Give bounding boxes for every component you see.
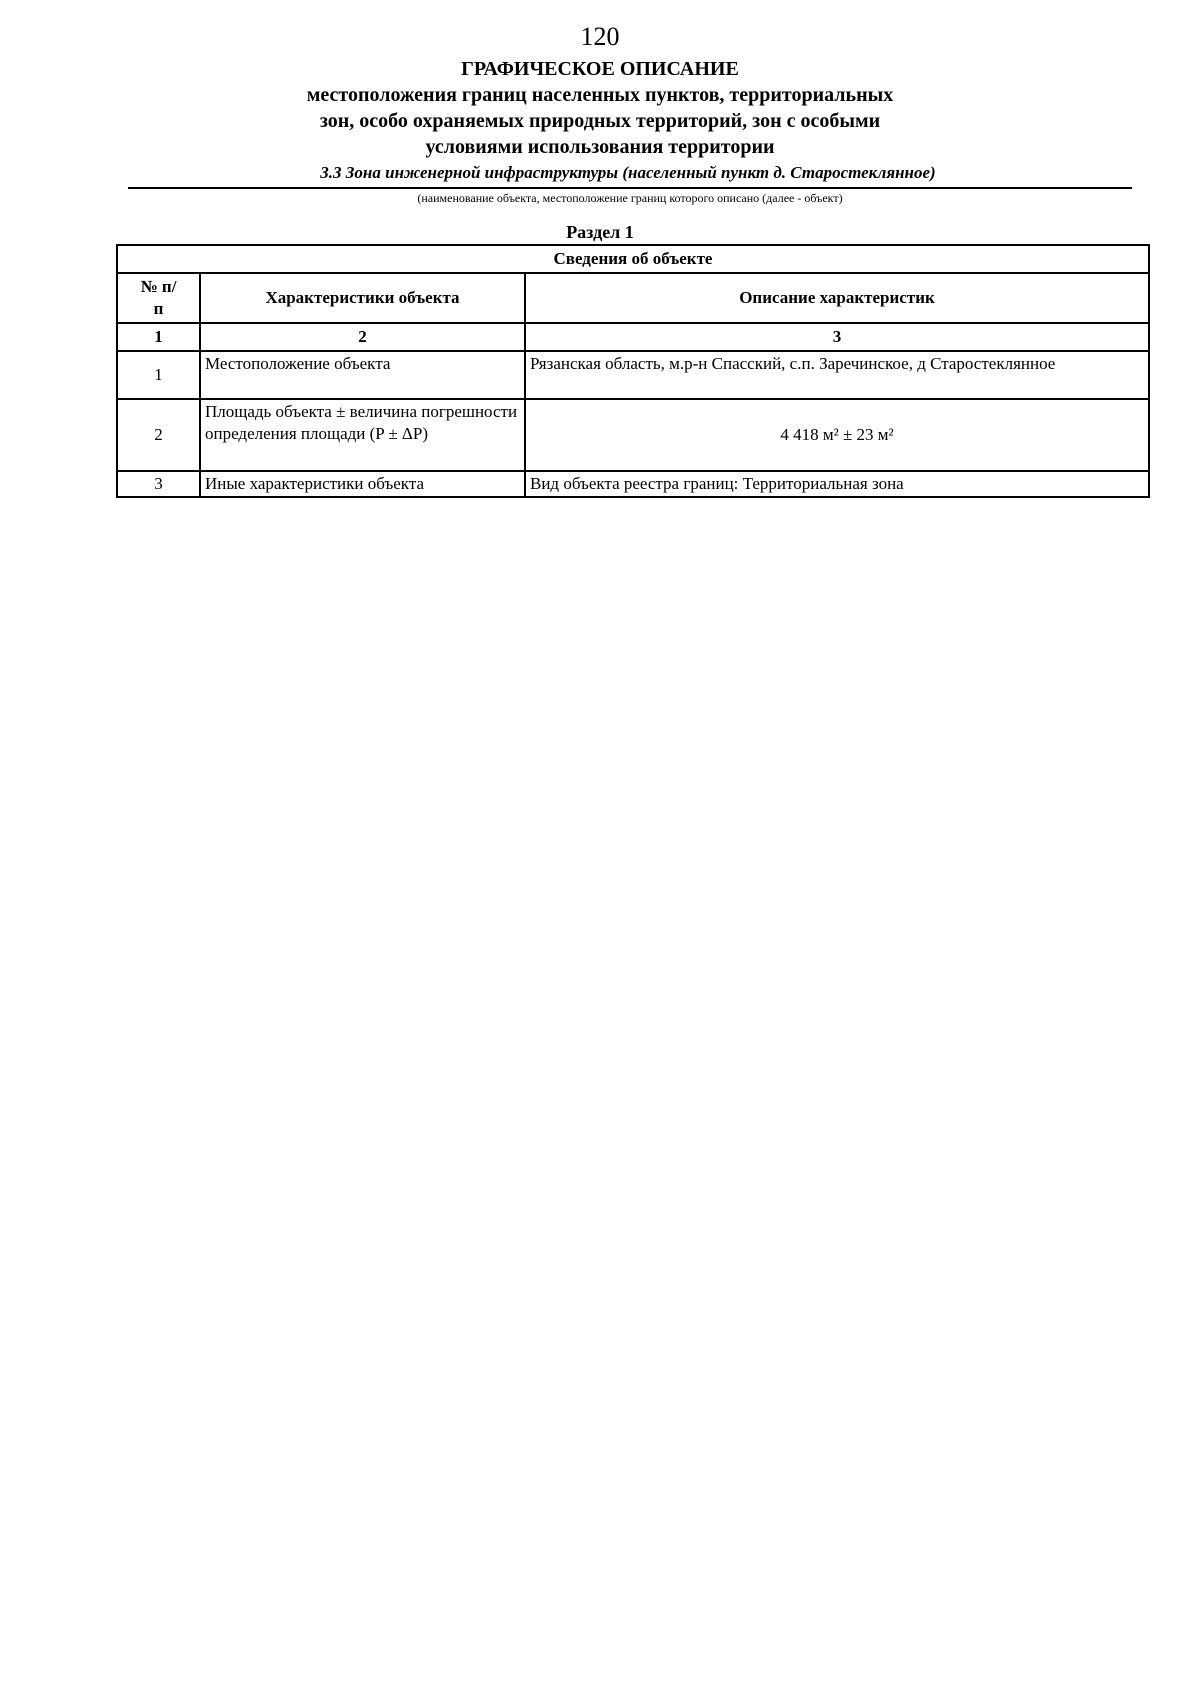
column-number: 2 [200,323,525,351]
table-caption: Сведения об объекте [117,245,1149,273]
header-description: Описание характеристик [525,273,1149,323]
row-characteristic: Местоположение объекта [200,351,525,399]
section-title: Раздел 1 [566,222,634,242]
document-subtitle-line-1: местоположения границ населенных пунктов, территориальных [306,84,894,106]
header-number [117,273,200,323]
row-characteristic: Площадь объекта ± величина погрешности определения площади (P ± ΔP) [200,399,525,471]
row-characteristic: Иные характеристики объекта [200,471,525,497]
row-description: Рязанская область, м.р-н Спасский, с.п. Заречинское, д Старостеклянное [525,351,1149,399]
document-subtitle-line-3: условиями использования территории [425,136,775,158]
document-subtitle-line-2: зон, особо охраняемых природных территорий, зон с особыми [319,110,881,132]
table-row [117,399,1149,471]
column-number: 3 [525,323,1149,351]
row-index: 3 [117,471,200,497]
page-number: 120 [580,22,620,51]
table-row [117,351,1149,399]
object-name: 3.3 Зона инженерной инфраструктуры (населенный пункт д. Старостеклянное) [320,163,936,182]
row-description: Вид объекта реестра границ: Территориальная зона [525,471,1149,497]
row-description: 4 418 м² ± 23 м² [525,399,1149,471]
document-title: ГРАФИЧЕСКОЕ ОПИСАНИЕ [461,58,739,80]
column-number-row [117,323,1149,351]
header-number-label: № п/п [140,277,177,318]
header-characteristic: Характеристики объекта [200,273,525,323]
row-index: 1 [117,351,200,399]
table-header-row [117,273,1149,323]
table-row [117,471,1149,497]
document-title-block [0,56,1200,160]
object-name-caption: (наименование объекта, местоположение границ которого описано (далее - объект) [417,191,843,205]
object-name-underline [128,187,1132,189]
row-index: 2 [117,399,200,471]
object-info-table [116,244,1150,498]
table-caption-row [117,245,1149,273]
column-number: 1 [117,323,200,351]
